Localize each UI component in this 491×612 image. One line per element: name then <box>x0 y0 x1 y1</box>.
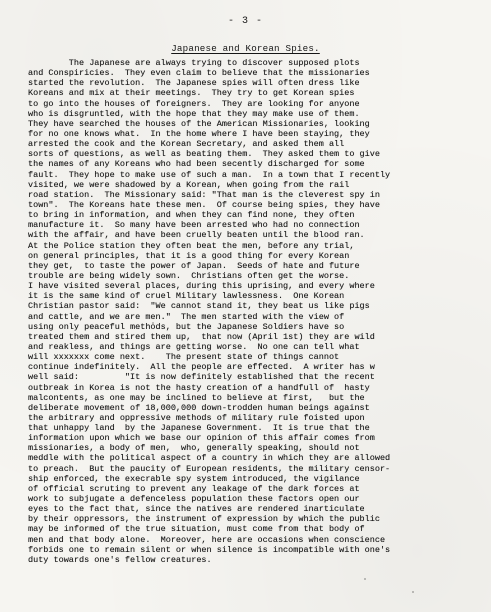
page-number: - 3 - <box>227 16 263 27</box>
text-line: of official scruting to prevent any leakage of the dark forces at <box>28 483 360 494</box>
text-line: well said: "It is now definitely established that the recent <box>28 372 375 383</box>
scan-speck <box>309 547 311 549</box>
scan-speck <box>412 591 414 593</box>
text-line: using only peaceful methods, but the Japanese Soldiers have so <box>28 321 345 332</box>
text-line: arrested the cook and the Korean Secretary, and asked them all <box>28 139 345 150</box>
text-line: and cattle, and we are men." The men started with the view of <box>28 311 345 322</box>
text-line: to go into the houses of foreigners. They are looking for anyone <box>28 98 360 109</box>
text-line: that unhappy land by the Japanese Government. It is true that the <box>28 423 370 434</box>
text-line: trouble are being widely sown. Christians often get the worse. <box>28 270 350 281</box>
text-line: on general principles, that it is a good thing for every Korean <box>28 250 350 261</box>
text-line: outbreak in Korea is not the hasty creation of a handfull of hasty <box>28 382 370 393</box>
text-line: Christian pastor said: "We cannot stand it, they beat us like pigs <box>28 301 370 312</box>
text-line: for no one knows what. In the home where I have been staying, they <box>28 128 370 139</box>
text-line: information upon which we base our opinion of this affair comes from <box>28 433 375 444</box>
text-line: started the revolution. The Japanese spies will often dress like <box>28 78 360 89</box>
text-line: town". The Koreans hate these men. Of course being spies, they have <box>28 199 380 210</box>
text-line: malcontents, as one may be inclined to believe at first, but the <box>28 392 365 403</box>
text-line: meddle with the political aspect of a country in which they are allowed <box>28 453 391 464</box>
text-line: the arbitrary and oppressive methods of military rule foisted upon <box>28 412 365 423</box>
text-line: who is disgruntled, with the hope that they may make use of them. <box>28 108 360 119</box>
text-line: and reakless, and things are getting worse. No one can tell what <box>28 341 360 352</box>
text-line: with the affair, and have been cruelly beaten until the blood ran. <box>28 230 365 241</box>
text-line: men and that body alone. Moreover, here are occasions when conscience <box>28 534 386 545</box>
text-line: will xxxxxxx come next. The present state of things cannot <box>28 352 340 363</box>
text-line: Koreans and mix at their meetings. They try to get Korean spies <box>28 88 355 99</box>
text-line: ship enforced, the execrable spy system introduced, the vigilance <box>28 473 360 484</box>
text-line: sorts of questions, as well as beating them. They asked them to give <box>28 149 380 160</box>
section-title: Japanese and Korean Spies. <box>171 43 320 54</box>
text-line: I have visited several places, during this uprising, and every where <box>28 281 375 292</box>
text-line: treated them and stired them up, that now (April 1st) they are wild <box>28 331 375 342</box>
text-line: the names of any Koreans who had been secently discharged for some <box>28 159 365 170</box>
text-line: deliberate movement of 18,000,000 down-trodden human beings against <box>28 402 370 413</box>
text-line: by their oppressors, the instrument of expression by which the public <box>28 514 380 525</box>
text-line: and Conspiricies. They even claim to believe that the missionaries <box>28 68 370 79</box>
text-line: they get, to taste the power of Japan. Seeds of hate and future <box>28 260 360 271</box>
text-line: continue indefinitely. All the people are effected. A writer has w <box>28 362 375 373</box>
text-line: missionaries, a body of men, who, generally speaking, should not <box>28 443 360 454</box>
text-line: forbids one to remain silent or when silence is incompatible with one's <box>28 544 391 555</box>
text-line: it is the same kind of cruel Military lawlessness. One Korean <box>28 291 345 302</box>
text-line: fault. They hope to make use of such a man. In a town that I recently <box>28 169 391 180</box>
text-line: to bring in information, and when they can find none, they often <box>28 210 355 221</box>
text-line: manufacture it. So many have been arrested who had no connection <box>28 220 360 231</box>
text-line: eyes to the fact that, since the natives are rendered inarticulate <box>28 504 365 515</box>
scan-speck <box>364 578 366 580</box>
text-line: may be informed of the true situation, must come from that body of <box>28 524 365 535</box>
scan-speck <box>152 322 154 324</box>
text-line: to preach. But the paucity of European residents, the military censor- <box>28 463 391 474</box>
text-line: At the Police station they often beat the men, before any trial, <box>28 240 355 251</box>
text-line: visited, we were shadowed by a Korean, when going from the rail <box>28 179 350 190</box>
text-line: They have searched the houses of the American Missionaries, looking <box>28 118 370 129</box>
body-text <box>28 58 474 565</box>
text-line: duty towards one's fellow creatures. <box>28 554 212 565</box>
text-line: work to subjugate a defenceless population these factors open our <box>28 494 360 505</box>
text-line: The Japanese are always trying to discover supposed plots <box>28 58 360 68</box>
text-line: road station. The Missionary said: "That man is the cleverest spy in <box>28 189 380 200</box>
